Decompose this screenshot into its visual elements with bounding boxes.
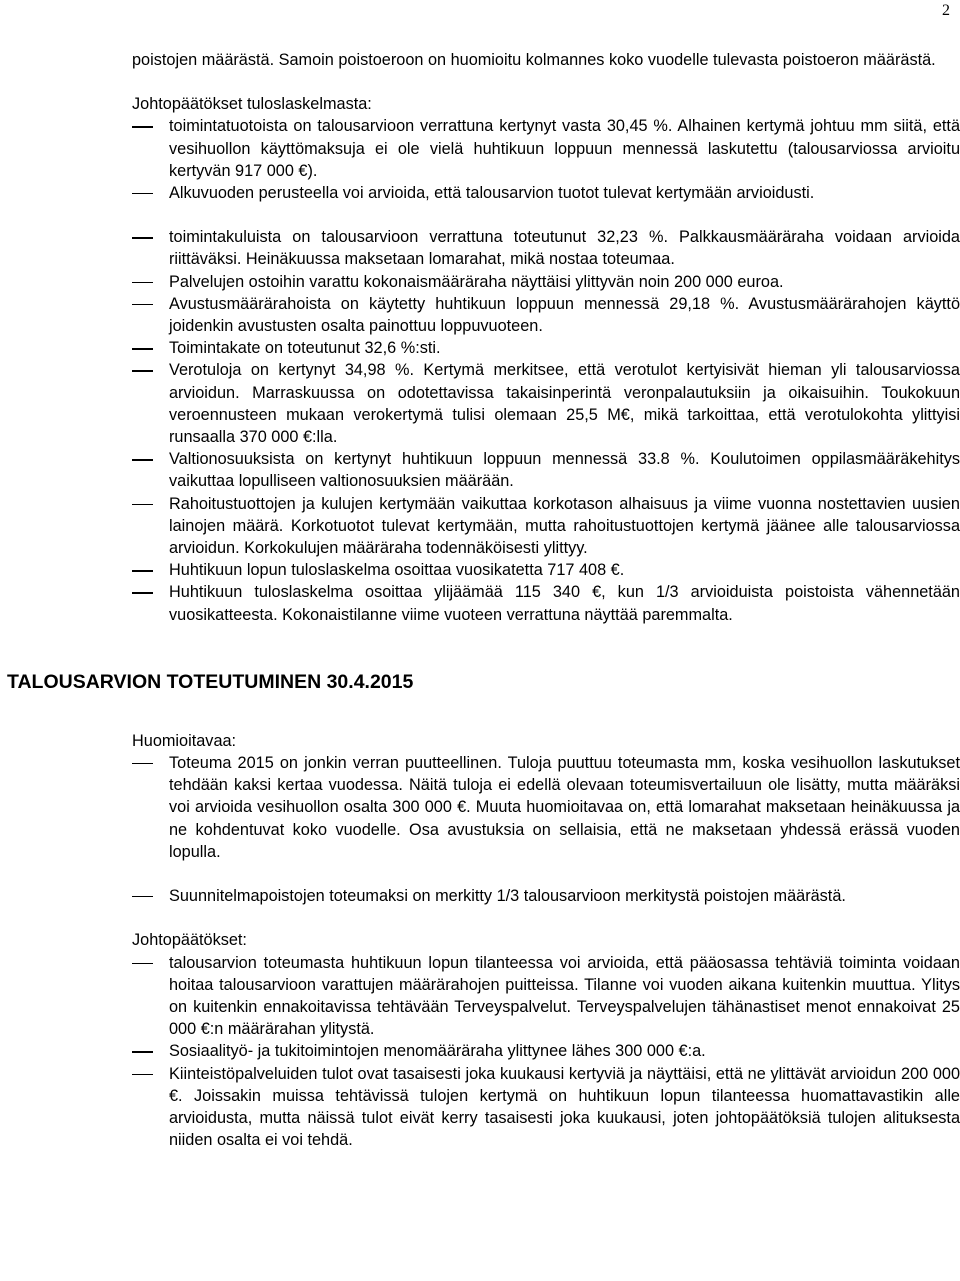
list-item: toimintakuluista on talousarvioon verrattuna toteutunut 32,23 %. Palkkausmääräraha voidaan arvioida riittäväksi. Heinäkuussa maksetaan lomarahat, mikä nostaa toteumaa. (169, 228, 960, 269)
page-number: 2 (942, 2, 950, 19)
list-item: Palvelujen ostoihin varattu kokonaismääräraha näyttäisi ylittyvän noin 200 000 euroa. (169, 272, 784, 291)
list-item: Alkuvuoden perusteella voi arvioida, että talousarvion tuotot tulevat kertymään arvioidusti. (169, 184, 815, 203)
list-item: Sosiaalityö- ja tukitoimintojen menomääräraha ylittynee lähes 300 000 €:a. (169, 1042, 706, 1061)
conclusions-list (132, 952, 960, 1152)
document-body (7, 49, 960, 1151)
list-item: toimintatuotoista on talousarvioon verrattuna kertynyt vasta 30,45 %. Alhainen kertymä johtuu mm siitä, että vesihuollon käyttömaksuja ei ole vielä huhtikuun loppuun mennessä laskutettu (talousarviossa arvioitu kertyvän 917 000 €). (169, 117, 960, 180)
income-conclusions-list-a (132, 115, 960, 204)
section-label-conclusions-income: Johtopäätökset tuloslaskelmasta: (132, 95, 372, 114)
notes-list-b (132, 885, 960, 907)
notes-list-a (132, 752, 960, 863)
list-item: Avustusmäärärahoista on käytetty huhtikuun loppuun mennessä 29,18 %. Avustusmäärärahojen käyttö joidenkin avustusten osalta painottuu loppuvuoteen. (169, 294, 960, 336)
list-item: Huhtikuun lopun tuloslaskelma osoittaa vuosikatetta 717 408 €. (169, 561, 625, 580)
income-conclusions-list-b (132, 226, 960, 626)
list-item: Verotuloja on kertynyt 34,98 %. Kertymä merkitsee, että verotulot kertyisivät hieman yli talousarviossa arvioidun. Marraskuussa on odotettavissa takaisinperintä veronpalautuksiin ja oikaisuihin. Toukokuun veroennusteen mukaan verokertymä tulisi olemaan 25,5 M€, mikä tarkoittaa, että verotulokohta ylittyisi runsaalla 370 000 €:lla. (169, 361, 960, 447)
list-item: Toteuma 2015 on jonkin verran puutteellinen. Tuloja puuttuu toteumasta mm, koska vesihuollon laskutukset tehdään kaksi kertaa vuodessa. Näitä tuloja ei edellä olevaan toteumisvertailuun ole lisätty, mutta määräksi voi arvioida vesihuollon osalta 300 000 €. Muuta huomioitavaa on, että lomarahat maksetaan heinäkuussa ja ne kohdentuvat koko vuodelle. Osa avustuksia on sellaisia, että ne maksetaan yhdessä erässä vuoden lopulla. (169, 754, 960, 861)
list-item: Rahoitustuottojen ja kulujen kertymään vaikuttaa korkotason alhaisuus ja viime vuonna nostettavien uusien lainojen määrä. Korkotuotot tulevat kertymään, mutta rahoitustuottojen kertymä jäänee alle talousarviossa arvioidun. Korkokulujen määräraha todennäköisesti ylittyy. (169, 494, 960, 558)
list-item: Suunnitelmapoistojen toteumaksi on merkitty 1/3 talousarvioon merkitystä poistojen määrästä. (169, 887, 846, 906)
list-item: Valtionosuuksista on kertynyt huhtikuun loppuun mennessä 33.8 %. Koulutoimen oppilasmääräkehitys vaikuttaa lopulliseen valtionosuuksien määrään. (169, 450, 960, 491)
intro-paragraph: poistojen määrästä. Samoin poistoeroon on huomioitu kolmannes koko vuodelle tulevasta poistoeron määrästä. (132, 51, 936, 69)
list-item: Huhtikuun tuloslaskelma osoittaa ylijäämää 115 340 €, kun 1/3 arvioiduista poistoista vähennetään vuosikatteesta. Kokonaistilanne viime vuoteen verrattuna näyttää paremmalta. (169, 583, 960, 624)
list-item: talousarvion toteumasta huhtikuun lopun tilanteessa voi arvioida, että pääosassa tehtäviä toiminta voidaan hoitaa talousarvioon varattujen määrärahojen puitteissa. Tilanne voi vuoden aikana kuitenkin muuttua. Ylitys on kuitenkin ennakoitavissa tehtävään Terveyspalvelut. Terveyspalvelujen tähänastiset menot ennakoivat 25 000 €:n määrärahan ylitystä. (169, 953, 960, 1039)
section-label-notes: Huomioitavaa: (132, 731, 237, 750)
section-label-conclusions: Johtopäätökset: (132, 931, 247, 950)
list-item: Kiinteistöpalveluiden tulot ovat tasaisesti joka kuukausi kertyviä ja näyttäisi, että ne ylittävät arvioidun 200 000 €. Joissakin muissa tehtävissä tulojen kertymä on huhtikuun lopun tilanteessa huomattavastikin alle arvioidusta, mutta näissä tulot eivät kerry tasaisesti joka kuukausi, joten johtopäätöksiä tulojen alituksesta niiden osalta ei voi tehdä. (169, 1064, 960, 1150)
list-item: Toimintakate on toteutunut 32,6 %:sti. (169, 339, 441, 358)
section-heading: TALOUSARVION TOTEUTUMINEN 30.4.2015 (7, 670, 414, 693)
